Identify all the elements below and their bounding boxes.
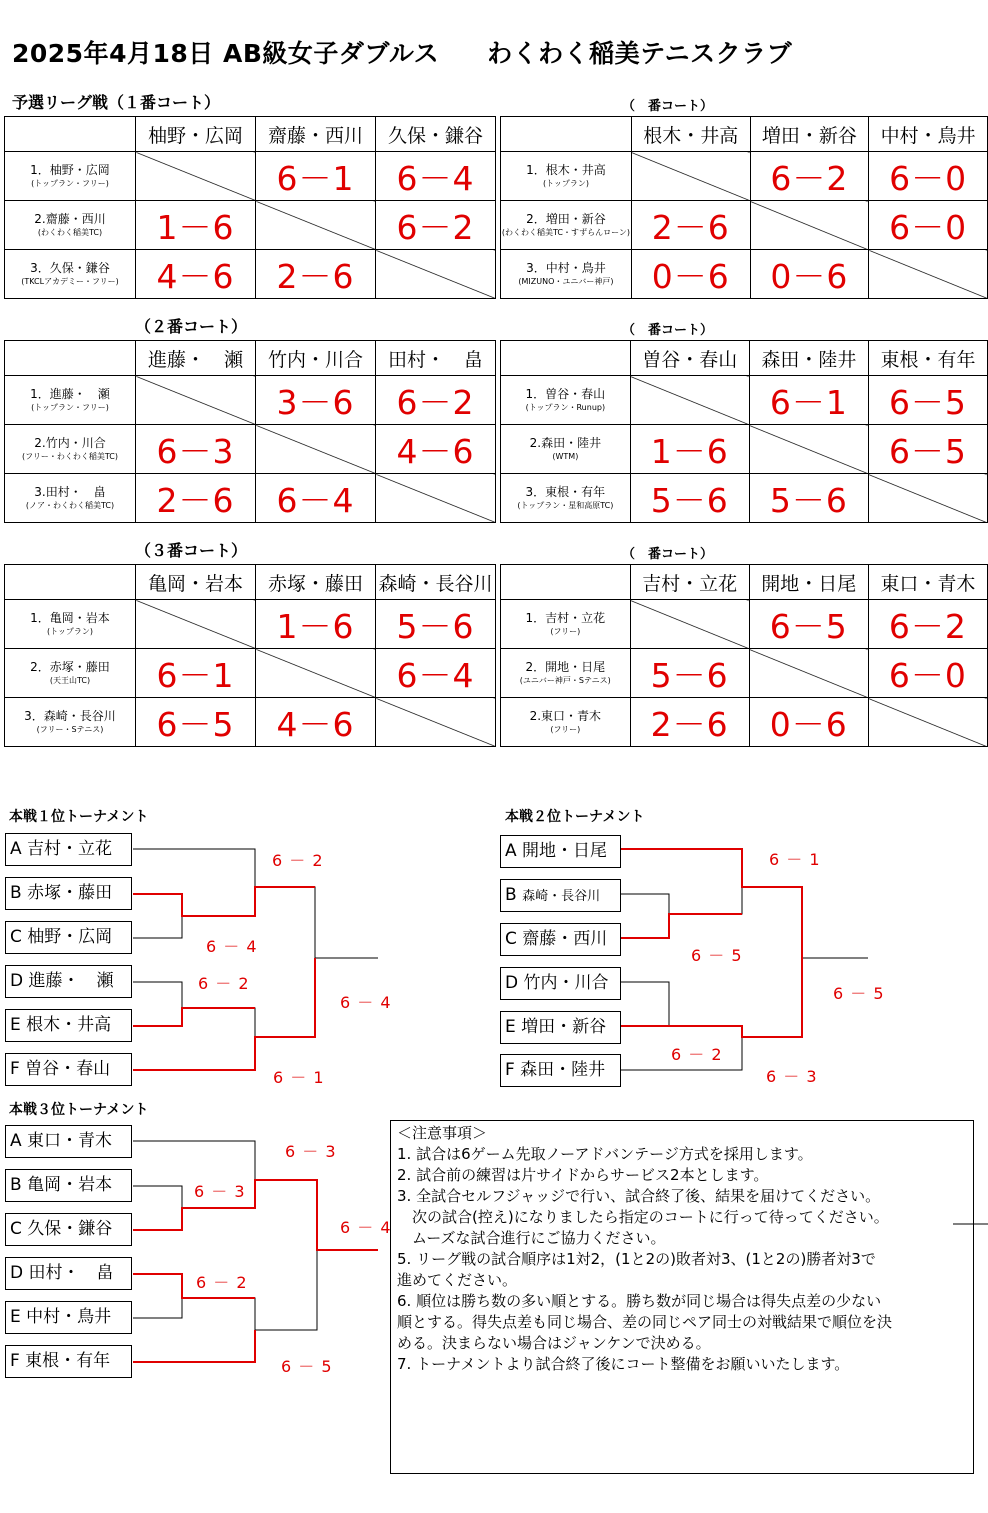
row-team-affiliation: (トップラン・フリー) (31, 403, 109, 412)
score-cell: 1－6 (630, 425, 749, 474)
t2-team-f: F 森田・陸井 (500, 1054, 621, 1087)
t1-team-c: C 柚野・広岡 (5, 921, 132, 954)
row-team-affiliation: (わくわく稲美TC・すずらんローン) (501, 228, 631, 237)
row-team-name: 2.森田・陸井 (529, 436, 602, 450)
t3-team-f: F 東根・有年 (5, 1345, 132, 1378)
score-cell: 6－0 (869, 201, 988, 250)
row-team-name: 3．中村・鳥井 (526, 261, 606, 275)
court-label-2: （２番コート） (135, 317, 248, 336)
note-line: 1. 試合は6ゲーム先取ノーアドバンテージ方式を採用します。 (397, 1145, 813, 1163)
score-cell: 2－6 (631, 201, 750, 250)
column-header: 柚野・広岡 (136, 117, 256, 152)
note-line: ムーズな試合進行にご協力ください。 (397, 1229, 666, 1247)
score-cell: 6－5 (749, 600, 868, 649)
score-cell: 1－6 (256, 600, 376, 649)
note-line: 順とする。得失点差も同じ場合、差の同じペア同士の対戦結果で順位を決 (397, 1313, 893, 1331)
t1-team-d: D 進藤・ 瀬 (5, 965, 132, 998)
row-team-affiliation: (フリー・Sテニス) (36, 725, 104, 734)
column-header: 森田・陸井 (749, 341, 868, 376)
column-header: 齋藤・西川 (256, 117, 376, 152)
t3-label: 本戦３位トーナメント (9, 1102, 149, 1118)
score-cell: 0－6 (749, 698, 868, 747)
row-team-affiliation: (ユニバー神戸・Sテニス) (519, 676, 611, 685)
t1-team-b: B 赤塚・藤田 (5, 877, 132, 910)
column-header: 進藤・ 瀬 (136, 341, 256, 376)
score-cell: 6－1 (136, 649, 256, 698)
t3-score-2: 6 － 3 (194, 1182, 246, 1201)
column-header: 曽谷・春山 (630, 341, 749, 376)
row-team-name: 2．増田・新谷 (526, 212, 606, 226)
row-team-name: 2．赤塚・藤田 (30, 660, 110, 674)
score-cell: 5－6 (630, 474, 749, 523)
t1-team-e: E 根木・井高 (5, 1009, 132, 1042)
score-cell: 0－6 (750, 250, 869, 299)
score-cell: 5－6 (630, 649, 749, 698)
t3-team-c: C 久保・鎌谷 (5, 1213, 132, 1246)
score-cell: 1－6 (136, 201, 256, 250)
t2-team-a: A 開地・日尾 (500, 835, 621, 868)
score-cell: 6－4 (256, 474, 376, 523)
column-header: 根木・井高 (631, 117, 750, 152)
row-team-affiliation: (わくわく稲美TC) (37, 228, 103, 237)
score-cell: 2－6 (256, 250, 376, 299)
t1-score-4: 6 － 4 (340, 993, 392, 1012)
t3-score-3: 6 － 4 (340, 1218, 392, 1237)
column-header: 吉村・立花 (630, 565, 749, 600)
score-cell: 5－6 (749, 474, 868, 523)
score-cell: 4－6 (376, 425, 496, 474)
score-cell: 4－6 (136, 250, 256, 299)
t3-score-5: 6 － 5 (281, 1357, 333, 1376)
note-line: 次の試合(控え)になりましたら指定のコートに行って待ってください。 (397, 1208, 889, 1226)
column-header: 東根・有年 (868, 341, 987, 376)
score-cell: 6－2 (376, 201, 496, 250)
t2-score-4: 6 － 2 (671, 1045, 723, 1064)
t3-team-e: E 中村・鳥井 (5, 1301, 132, 1334)
score-cell: 6－5 (136, 698, 256, 747)
row-team-name: 2．開地・日尾 (525, 660, 606, 674)
column-header: 赤塚・藤田 (256, 565, 376, 600)
score-cell: 6－5 (868, 376, 987, 425)
score-cell: 3－6 (256, 376, 376, 425)
score-cell: 6－1 (256, 152, 376, 201)
column-header: 森崎・長谷川 (376, 565, 496, 600)
notes-box (390, 1120, 974, 1474)
note-line: 5. リーグ戦の試合順序は1対2，(1と2の)敗者対3、(1と2の)勝者対3で (397, 1250, 876, 1268)
t1-team-f: F 曽谷・春山 (5, 1053, 132, 1086)
row-team-name: 1．亀岡・岩本 (30, 611, 110, 625)
t2-team-e: E 増田・新谷 (500, 1011, 621, 1044)
t1-score-2: 6 － 4 (206, 937, 258, 956)
t2-score-1: 6 － 1 (769, 850, 821, 869)
t3-score-4: 6 － 2 (196, 1273, 248, 1292)
row-team-name: 1．柚野・広岡 (30, 163, 110, 177)
row-team-name: 1．進藤・ 瀬 (30, 387, 110, 401)
column-header: 東口・青木 (868, 565, 987, 600)
note-line: 進めてください。 (397, 1271, 518, 1289)
score-cell: 6－0 (868, 649, 987, 698)
t2-team-b: B 森崎・長谷川 (500, 879, 621, 912)
score-cell: 0－6 (631, 250, 750, 299)
row-team-name: 1．曽谷・春山 (525, 387, 606, 401)
note-line: ＜注意事項＞ (397, 1124, 488, 1142)
t2-team-b-name: 森崎・長谷川 (522, 889, 601, 904)
score-cell: 4－6 (256, 698, 376, 747)
note-line: 7. トーナメントより試合終了後にコート整備をお願いいたします。 (397, 1355, 850, 1373)
t3-score-1: 6 － 3 (285, 1142, 337, 1161)
row-team-name: 1．根木・井高 (526, 163, 606, 177)
column-header: 竹内・川合 (256, 341, 376, 376)
row-team-affiliation: (フリー) (550, 725, 581, 734)
score-cell: 6－0 (869, 152, 988, 201)
t2-label: 本戦２位トーナメント (505, 809, 645, 825)
t1-team-a: A 吉村・立花 (5, 833, 132, 866)
note-line: 6. 順位は勝ち数の多い順とする。勝ち数が同じ場合は得失点差の少ない (397, 1292, 882, 1310)
score-cell: 6－5 (868, 425, 987, 474)
row-team-affiliation: (天王山TC) (49, 676, 91, 685)
column-header: 久保・鎌谷 (376, 117, 496, 152)
t1-score-1: 6 － 2 (272, 851, 324, 870)
t3-team-d: D 田村・ 畠 (5, 1257, 132, 1290)
t3-team-a: A 東口・青木 (5, 1125, 132, 1158)
t2-score-3: 6 － 5 (833, 984, 885, 1003)
score-cell: 6－3 (136, 425, 256, 474)
row-team-affiliation: (TKCLアカデミー・フリー) (21, 277, 119, 286)
column-header: 開地・日尾 (749, 565, 868, 600)
row-team-name: 1．吉村・立花 (525, 611, 606, 625)
score-cell: 6－2 (376, 376, 496, 425)
row-team-affiliation: (トップラン・星和高原TC) (517, 501, 614, 510)
court-label-3: （３番コート） (135, 541, 248, 560)
title-club: わくわく稲美テニスクラブ (487, 39, 793, 68)
row-team-name: 2.竹内・川合 (34, 436, 106, 450)
row-team-name: 3.田村・ 畠 (34, 485, 106, 499)
row-team-name: 2.齋藤・西川 (34, 212, 106, 226)
score-cell: 6－2 (868, 600, 987, 649)
court-label-2r: （ 番コート） (622, 323, 714, 338)
score-cell: 6－2 (750, 152, 869, 201)
t1-score-5: 6 － 1 (273, 1068, 325, 1087)
t3-team-b: B 亀岡・岩本 (5, 1169, 132, 1202)
note-line: める。決まらない場合はジャンケンで決める。 (397, 1334, 711, 1352)
row-team-affiliation: (フリー・わくわく稲美TC) (22, 452, 118, 461)
score-cell: 6－4 (376, 649, 496, 698)
row-team-affiliation: (フリー) (550, 627, 581, 636)
score-cell: 5－6 (376, 600, 496, 649)
court-label-1r: （ 番コート） (622, 99, 714, 114)
row-team-affiliation: (MIZUNO・ユニバー神戸) (518, 277, 614, 286)
court-label-3r: （ 番コート） (622, 547, 714, 562)
column-header: 田村・ 畠 (376, 341, 496, 376)
row-team-affiliation: (トップラン) (46, 627, 93, 636)
t2-score-5: 6 － 3 (766, 1067, 818, 1086)
row-team-name: 3．久保・鎌谷 (30, 261, 110, 275)
t2-team-d: D 竹内・川合 (500, 967, 621, 1000)
row-team-name: 3．森崎・長谷川 (24, 709, 116, 723)
score-cell: 6－4 (376, 152, 496, 201)
t2-score-2: 6 － 5 (691, 946, 743, 965)
title-date-category: 2025年4月18日 AB級女子ダブルス (12, 39, 440, 68)
row-team-name: 3．東根・有年 (525, 485, 606, 499)
note-line: 2. 試合前の練習は片サイドからサービス2本とします。 (397, 1166, 769, 1184)
t2-team-c: C 齋藤・西川 (500, 923, 621, 956)
prelim-label: 予選リーグ戦（１番コート） (12, 93, 221, 112)
score-cell: 2－6 (630, 698, 749, 747)
row-team-affiliation: (トップラン) (542, 179, 589, 188)
row-team-affiliation: (トップラン・フリー) (31, 179, 109, 188)
row-team-affiliation: (WTM) (552, 452, 579, 461)
row-team-affiliation: (ノア・わくわく稲美TC) (25, 501, 115, 510)
row-team-name: 2.東口・青木 (529, 709, 602, 723)
t1-label: 本戦１位トーナメント (9, 809, 149, 825)
note-line: 3. 全試合セルフジャッジで行い、試合終了後、結果を届けてください。 (397, 1187, 881, 1205)
score-cell: 6－1 (749, 376, 868, 425)
score-cell: 2－6 (136, 474, 256, 523)
t1-score-3: 6 － 2 (198, 974, 250, 993)
column-header: 中村・鳥井 (869, 117, 988, 152)
column-header: 亀岡・岩本 (136, 565, 256, 600)
column-header: 増田・新谷 (750, 117, 869, 152)
row-team-affiliation: (トップラン・Runup) (525, 403, 606, 412)
